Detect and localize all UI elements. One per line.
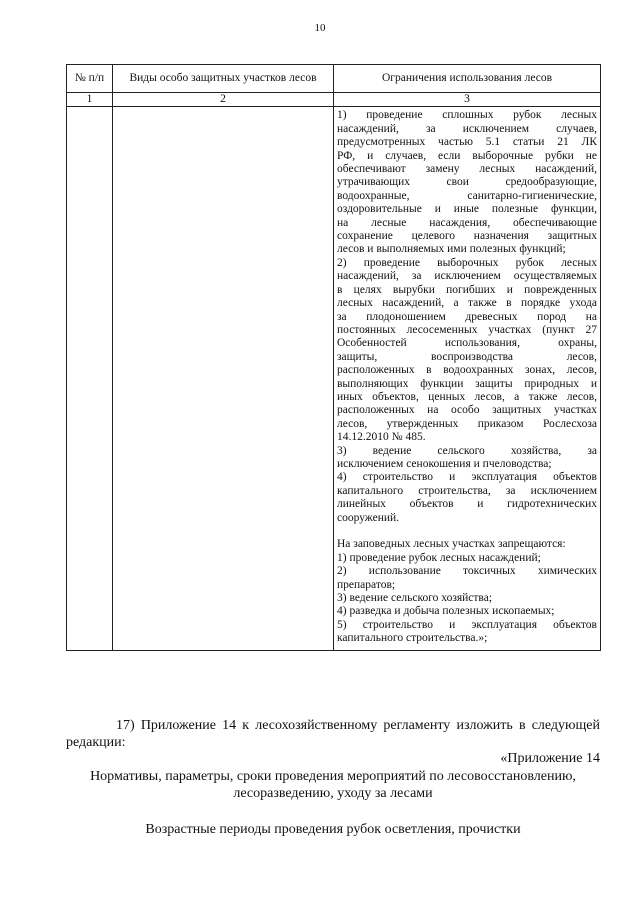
- appendix-label: «Приложение 14: [500, 751, 600, 766]
- restriction-line: РФ, и случаев, если выборочные рубки не: [337, 149, 597, 162]
- restriction-line: оздоровительные и иные полезные функции,: [337, 203, 597, 216]
- restriction-line: за плодоношением древесных пород на: [337, 310, 597, 323]
- restrictions-text: [337, 109, 597, 645]
- restriction-line: 3) ведение сельского хозяйства, за: [337, 444, 597, 457]
- restriction-line: расположенных на особо защитных участках: [337, 404, 597, 417]
- restriction-line: Особенностей использования, охраны,: [337, 337, 597, 350]
- restriction-line: [337, 525, 597, 538]
- cell-zone-type: [113, 107, 334, 650]
- restriction-line: водоохранные, санитарно-гигиенические,: [337, 189, 597, 202]
- section-subtitle: Возрастные периоды проведения рубок осветления, прочистки: [145, 822, 521, 837]
- header-number: № п/п: [67, 65, 113, 93]
- restriction-line: постоянных лесосеменных участках (пункт 27: [337, 323, 597, 336]
- restriction-line: На заповедных лесных участках запрещаются:: [337, 538, 566, 551]
- restriction-line: насаждений, за исключением случаев,: [337, 122, 597, 135]
- restriction-line: капитального строительства, за исключением: [337, 484, 597, 497]
- restriction-line: 3) ведение сельского хозяйства;: [337, 592, 493, 605]
- restriction-line: предусмотренных частью 5.1 статьи 21 ЛК: [337, 136, 597, 149]
- restriction-line: лесных насаждений, а также в порядке ухода: [337, 297, 597, 310]
- restriction-line: на лесные насаждения, обеспечивающие: [337, 216, 597, 229]
- restriction-line: в целях вырубки погибших и поврежденных: [337, 283, 597, 296]
- restriction-line: выполняющих функции защиты природных и: [337, 377, 597, 390]
- section-title: Нормативы, параметры, сроки проведения мероприятий по лесовосстановлению, лесоразведению, уходу за лесами: [90, 769, 576, 801]
- restriction-line: защиты, воспроизводства лесов,: [337, 350, 597, 363]
- restriction-line: сохранение целевого назначения защитных: [337, 230, 597, 243]
- page-number: 10: [314, 22, 326, 34]
- restriction-line: 4) строительство и эксплуатация объектов: [337, 471, 597, 484]
- table-header-row: [67, 65, 601, 93]
- restriction-line: капитального строительства.»;: [337, 632, 488, 645]
- restriction-line: сооружений.: [337, 511, 400, 524]
- restriction-line: 1) проведение рубок лесных насаждений;: [337, 551, 541, 564]
- header-restrictions: Ограничения использования лесов: [334, 65, 601, 93]
- column-number-3: 3: [334, 93, 601, 107]
- cell-restrictions: [334, 107, 601, 650]
- restriction-line: 1) проведение сплошных рубок лесных: [337, 109, 597, 122]
- amendment-paragraph: 17) Приложение 14 к лесохозяйственному регламенту изложить в следующей редакции:: [66, 718, 600, 750]
- column-number-2: 2: [113, 93, 334, 107]
- restriction-line: 2) использование токсичных химических: [337, 565, 597, 578]
- restriction-line: 4) разведка и добыча полезных ископаемых;: [337, 605, 555, 618]
- restriction-line: исключением сенокошения и пчеловодства;: [337, 457, 552, 470]
- restriction-line: обеспечивают замену лесных насаждений,: [337, 163, 597, 176]
- restriction-line: утрачивающих свои средообразующие,: [337, 176, 597, 189]
- restriction-line: лесов и выполняемых ими полезных функций;: [337, 243, 566, 256]
- restriction-line: насаждений, за исключением осуществляемых: [337, 270, 597, 283]
- restriction-line: иных объектов, ценных лесов, а также лесов,: [337, 390, 597, 403]
- restriction-line: 2) проведение выборочных рубок лесных: [337, 256, 597, 269]
- table-row: [67, 107, 601, 650]
- restriction-line: расположенных в водоохранных зонах, лесов,: [337, 364, 597, 377]
- restriction-line: линейных объектов и гидротехнических: [337, 498, 597, 511]
- restriction-line: 5) строительство и эксплуатация объектов: [337, 618, 597, 631]
- column-number-row: [67, 93, 601, 107]
- restriction-line: 14.12.2010 № 485.: [337, 431, 426, 444]
- cell-number: [67, 107, 113, 650]
- restriction-line: препаратов;: [337, 578, 396, 591]
- column-number-1: 1: [67, 93, 113, 107]
- restrictions-table: [66, 64, 601, 651]
- restriction-line: лесов, утвержденных приказом Рослесхоза: [337, 417, 597, 430]
- header-zone-types: Виды особо защитных участков лесов: [113, 65, 334, 93]
